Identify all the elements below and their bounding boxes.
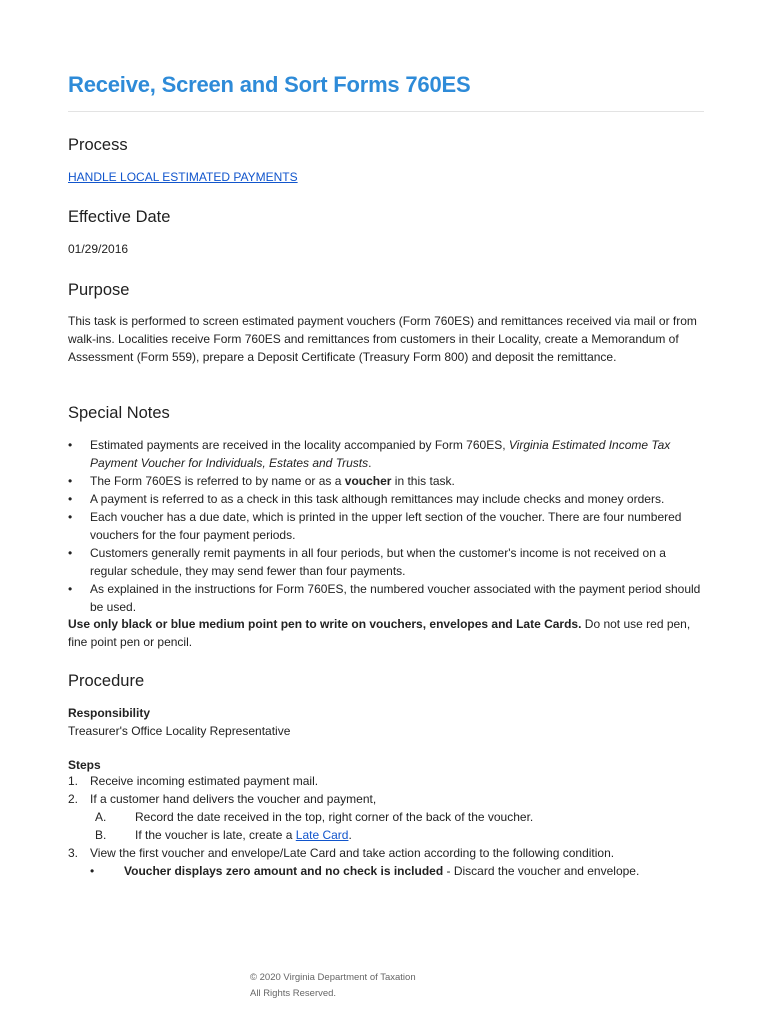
bullet: • [68, 510, 73, 524]
substep-text: . [348, 828, 352, 842]
substeps-list [90, 808, 704, 844]
note-text: Estimated payments are received in the locality accompanied by Form 760ES, [90, 438, 509, 452]
list-item [90, 862, 704, 880]
bullet: • [90, 864, 95, 878]
substep-text: Record the date received in the top, right corner of the back of the voucher. [135, 810, 534, 824]
note-text: A payment is referred to as a check in this task although remittances may include checks and money orders. [90, 492, 665, 506]
substep-letter: B. [95, 828, 107, 842]
special-notes-list [68, 436, 704, 616]
term-voucher: voucher [344, 474, 392, 488]
list-item [68, 436, 704, 472]
bullet: • [68, 492, 73, 506]
list-item [68, 772, 704, 790]
list-item [68, 472, 704, 490]
note-text: . [368, 456, 372, 470]
bullet: • [68, 474, 73, 488]
steps-label: Steps [68, 758, 101, 772]
note-text: As explained in the instructions for Form 760ES, the numbered voucher associated with the payment period should be used. [90, 582, 701, 614]
bullet: • [68, 546, 73, 560]
condition-bold: Voucher displays zero amount and no check is included [124, 864, 444, 878]
note-text: Customers generally remit payments in all four periods, but when the customer's income is not received on a regular schedule, they may send fewer than four payments. [90, 546, 666, 578]
page-title: Receive, Screen and Sort Forms 760ES [68, 72, 471, 97]
pen-instruction-rest: Do not use red pen, fine point pen or pencil. [68, 617, 691, 649]
list-item [68, 508, 704, 544]
late-card-link[interactable]: Late Card [295, 828, 349, 842]
special-notes-heading: Special Notes [68, 404, 170, 422]
pen-instruction-bold: Use only black or blue medium point pen to write on vouchers, envelopes and Late Cards. [68, 617, 582, 631]
bullet: • [68, 438, 73, 452]
step-text: If a customer hand delivers the voucher and payment, [90, 792, 377, 806]
bullet: • [68, 582, 73, 596]
step-text: View the first voucher and envelope/Late Card and take action according to the following condition. [90, 846, 615, 860]
step-number: 3. [68, 846, 79, 860]
effective-date-value: 01/29/2016 [68, 242, 129, 256]
list-item [68, 844, 704, 880]
list-item [68, 790, 704, 844]
process-link[interactable]: HANDLE LOCAL ESTIMATED PAYMENTS [68, 170, 298, 184]
list-item [68, 580, 704, 616]
note-text: in this task. [391, 474, 455, 488]
footer [250, 970, 550, 1002]
title-divider [68, 111, 704, 112]
note-text: The Form 760ES is referred to by name or as a [90, 474, 345, 488]
list-item [68, 544, 704, 580]
steps-list [68, 772, 704, 880]
condition-rest: - Discard the voucher and envelope. [443, 864, 640, 878]
condition-list [90, 862, 704, 880]
responsibility-value: Treasurer's Office Locality Representative [68, 724, 291, 738]
step-text: Receive incoming estimated payment mail. [90, 774, 319, 788]
purpose-heading: Purpose [68, 281, 130, 299]
process-heading: Process [68, 136, 128, 154]
rights-text: All Rights Reserved. [250, 988, 337, 999]
pen-instruction [68, 615, 704, 651]
procedure-heading: Procedure [68, 672, 145, 690]
step-number: 2. [68, 792, 79, 806]
list-item [90, 808, 704, 826]
substep-letter: A. [95, 810, 107, 824]
note-text: Each voucher has a due date, which is printed in the upper left section of the voucher. There are four numbered vouchers for the four payment periods. [90, 510, 682, 542]
copyright-text: © 2020 Virginia Department of Taxation [250, 972, 416, 983]
form-title: Virginia Estimated Income Tax Payment Voucher for Individuals, Estates and Trusts [90, 438, 671, 470]
effective-date-heading: Effective Date [68, 208, 171, 226]
responsibility-label: Responsibility [68, 706, 151, 720]
list-item [68, 490, 704, 508]
step-number: 1. [68, 774, 79, 788]
substep-text: If the voucher is late, create a [135, 828, 296, 842]
list-item [90, 826, 704, 844]
purpose-text: This task is performed to screen estimated payment vouchers (Form 760ES) and remittances received via mail or from walk-ins. Localities receive Form 760ES and remittances from customers in their Locality, create a Memorandum of Assessment (Form 559), prepare a Deposit Certificate (Treasury Form 800) and deposit the remittance. [68, 314, 697, 364]
